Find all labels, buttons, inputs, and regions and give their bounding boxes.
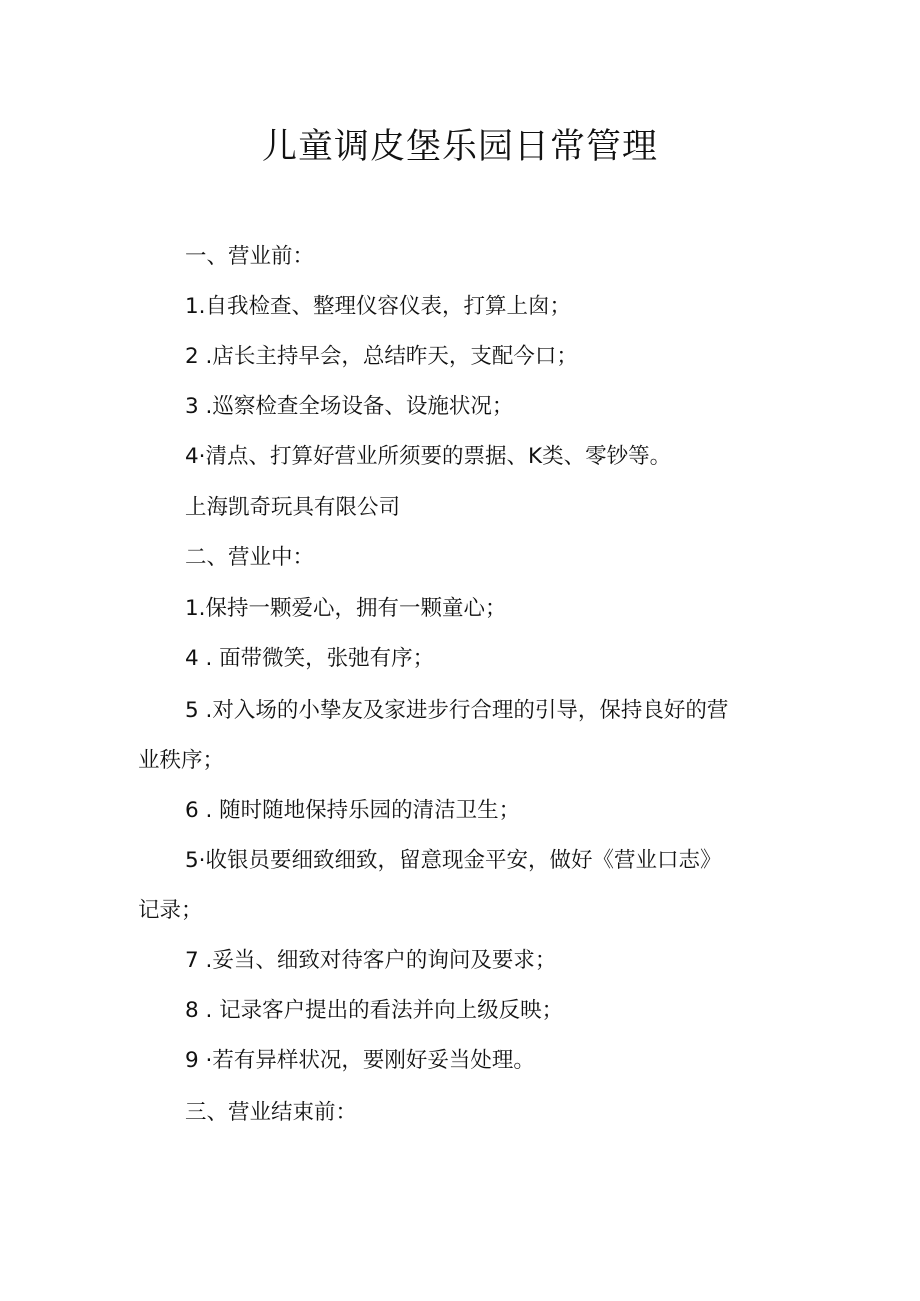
paragraph-line: 1.自我检查、整理仪容仪表，打算上囱； bbox=[185, 294, 572, 319]
paragraph-line: 5 .对入场的小挚友及家进步行合理的引导，保持良好的营 bbox=[185, 698, 729, 723]
paragraph-line: 4·清点、打算好营业所须要的票据、K类、零钞等。 bbox=[185, 444, 672, 469]
paragraph-line: 6 . 随时随地保持乐园的清洁卫生； bbox=[185, 798, 521, 823]
paragraph-line: 8 . 记录客户提出的看法并向上级反映； bbox=[185, 998, 564, 1023]
section-heading-before-opening: 一、营业前： bbox=[185, 244, 315, 269]
document-title: 儿童调皮堡乐园日常管理 bbox=[261, 127, 658, 167]
section-heading-before-closing: 三、营业结束前： bbox=[185, 1100, 358, 1125]
paragraph-line: 3 .巡察检查全场设备、设施状况； bbox=[185, 394, 514, 419]
paragraph-line: 9 ·若有异样状况，要刚好妥当处理。 bbox=[185, 1048, 535, 1073]
paragraph-line: 5·收银员要细致细致，留意现金平安，做好《营业口志》 bbox=[185, 848, 722, 873]
company-name: 上海凯奇玩具有限公司 bbox=[185, 495, 401, 520]
paragraph-line: 4 . 面带微笑，张弛有序； bbox=[185, 646, 435, 671]
paragraph-line: 1.保持一颗爱心，拥有一颗童心； bbox=[185, 596, 507, 621]
section-heading-during-business: 二、营业中： bbox=[185, 545, 315, 570]
paragraph-line-continuation: 记录； bbox=[138, 898, 203, 923]
paragraph-line: 2 .店长主持早会，总结昨天，支配今口； bbox=[185, 344, 578, 369]
paragraph-line-continuation: 业秩序； bbox=[138, 748, 225, 773]
paragraph-line: 7 .妥当、细致对待客户的询问及要求； bbox=[185, 948, 557, 973]
